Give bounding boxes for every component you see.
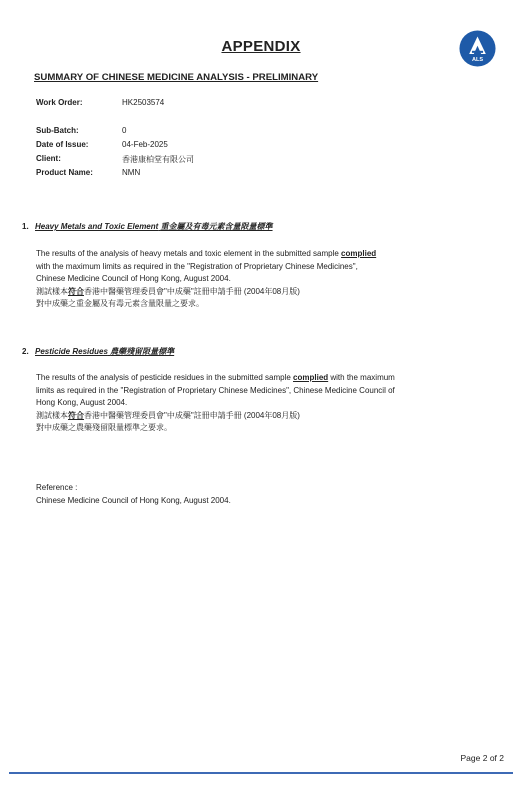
section-2-line3: Hong Kong, August 2004. (36, 398, 128, 407)
sub-batch-label: Sub-Batch: (36, 126, 79, 135)
section-1-zh-complied: 符合 (68, 286, 84, 296)
section-1-zh2: 對中成藥之重金屬及有毒元素含量限量之要求。 (36, 299, 204, 308)
section-2-line2: limits as required in the "Registration of Proprietary Chinese Medicines", Chinese Medicine Council of (36, 385, 395, 395)
section-1-title: Heavy Metals and Toxic Element (35, 222, 159, 231)
reference-text: Chinese Medicine Council of Hong Kong, August 2004. (36, 495, 231, 505)
sub-batch-value: 0 (122, 126, 127, 135)
section-2-complied: complied (293, 373, 329, 382)
section-1-zh1-pre: 測試樣本 (36, 286, 68, 296)
summary-title: SUMMARY OF CHINESE MEDICINE ANALYSIS - PRELIMINARY (34, 72, 319, 83)
footer-rule (9, 772, 513, 774)
reference-label: Reference : (36, 483, 78, 492)
section-1-complied: complied (341, 249, 377, 258)
client-label: Client: (36, 154, 61, 163)
section-2-number: 2. (22, 347, 29, 356)
appendix-title: APPENDIX (221, 38, 301, 55)
client-value: 香港康柏堂有限公司 (122, 155, 194, 164)
section-1-zh1-post: 香港中醫藥管理委員會"中成藥"註冊申請手冊 (2004年08月版) (84, 286, 300, 296)
section-2-zh1-post: 香港中醫藥管理委員會"中成藥"註冊申請手冊 (2004年08月版) (84, 410, 300, 420)
section-2-title-zh: 農藥殘留限量標準 (110, 347, 175, 356)
date-of-issue-label: Date of Issue: (36, 140, 89, 149)
work-order-value: HK2503574 (122, 98, 165, 107)
section-1-heading (22, 221, 273, 232)
section-1-title-zh: 重金屬及有毒元素含量限量標準 (160, 222, 273, 231)
als-logo-icon (459, 30, 496, 67)
work-order-label: Work Order: (36, 98, 83, 107)
section-1-body (36, 248, 446, 311)
section-1-number: 1. (22, 222, 29, 231)
section-1-line3: Chinese Medicine Council of Hong Kong, August 2004. (36, 274, 231, 283)
page-number: Page 2 of 2 (460, 753, 504, 763)
section-1-line2: with the maximum limits as required in the "Registration of Proprietary Chinese Medicines", (36, 261, 358, 271)
section-2-zh1-pre: 測試樣本 (36, 410, 68, 420)
product-name-label: Product Name: (36, 168, 93, 177)
logo-text: ALS (471, 56, 484, 63)
section-2-zh2: 對中成藥之農藥殘留限量標準之要求。 (36, 423, 172, 432)
section-1-line1: The results of the analysis of heavy metals and toxic element in the submitted sample (36, 249, 342, 258)
reference-block (36, 482, 446, 507)
section-2-body (36, 372, 446, 435)
section-2-heading (22, 346, 174, 357)
section-2-zh-complied: 符合 (68, 410, 84, 420)
date-of-issue-value: 04-Feb-2025 (122, 140, 168, 149)
product-name-value: NMN (122, 168, 141, 177)
section-2-line1-post: with the maximum (328, 373, 395, 382)
section-2-title: Pesticide Residues (35, 347, 108, 356)
section-2-line1: The results of the analysis of pesticide residues in the submitted sample (36, 373, 294, 382)
